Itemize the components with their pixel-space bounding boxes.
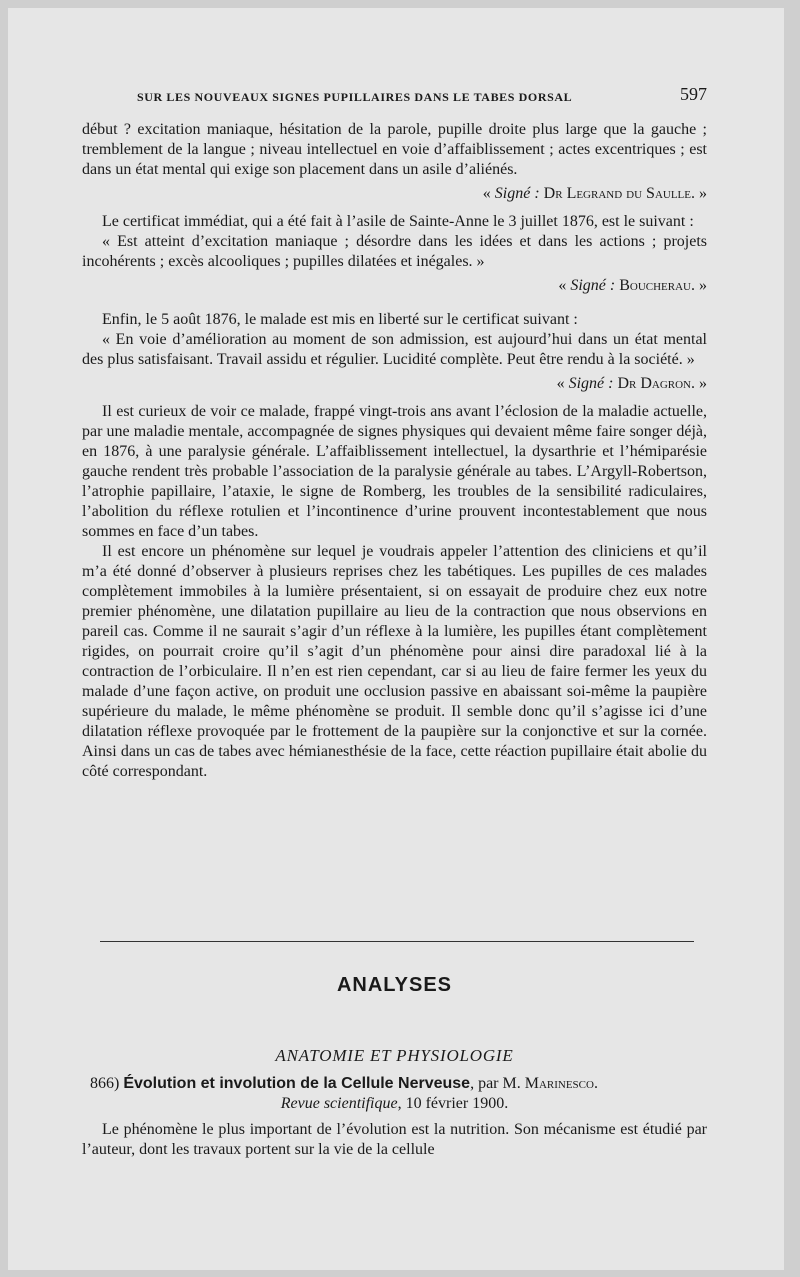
signature-2-prefix: « xyxy=(558,277,571,294)
entry-source xyxy=(82,1094,707,1114)
signature-3 xyxy=(82,374,707,394)
entry-author: Marinesco. xyxy=(524,1075,598,1092)
running-title: SUR LES NOUVEAUX SIGNES PUPILLAIRES DANS LE TABES DORSAL xyxy=(137,90,573,104)
entry-author-prefix: , par M. xyxy=(470,1075,525,1092)
page-number: 597 xyxy=(680,84,707,104)
paragraph-3: « Est atteint d’excitation maniaque ; désordre dans les idées et dans les actions ; projets incohérents ; excès alcooliques ; pupilles dilatées et inégales. » xyxy=(82,233,707,270)
article-body xyxy=(82,120,707,782)
signature-3-label: Signé : xyxy=(568,375,614,392)
entry-abstract: Le phénomène le plus important de l’évolution est la nutrition. Son mécanisme est étudié par l’auteur, dont les travaux portent sur la vie de la cellule xyxy=(82,1121,707,1158)
signature-1-prefix: « xyxy=(482,185,495,202)
signature-1 xyxy=(82,184,707,204)
entry-number: 866) xyxy=(90,1075,120,1092)
signature-2-label: Signé : xyxy=(570,277,616,294)
signature-2-name: Boucherau. » xyxy=(615,277,707,294)
paragraph-5: « En voie d’amélioration au moment de son admission, est aujourd’hui dans un état mental des plus satisfaisant. Travail assidu et régulier. Lucidité complète. Peut être rendu à la société. » xyxy=(82,331,707,368)
signature-3-prefix: « xyxy=(556,375,569,392)
entry-title: Évolution et involution de la Cellule Nerveuse xyxy=(123,1075,471,1092)
analyses-heading: ANALYSES xyxy=(336,974,453,996)
scanned-page xyxy=(8,8,784,1270)
signature-1-label: Signé : xyxy=(494,185,540,202)
analysis-entry xyxy=(90,1074,710,1094)
paragraph-4: Enfin, le 5 août 1876, le malade est mis en liberté sur le certificat suivant : xyxy=(102,311,578,328)
paragraph-1: début ? excitation maniaque, hésitation de la parole, pupille droite plus large que la gauche ; tremblement de la langue ; niveau intellectuel en voie d’affaiblissement ; actes excentriques ; est dans un état mental qui exige son placement dans un asile d’aliénés. xyxy=(82,121,707,178)
signature-3-name: Dr Dagron. » xyxy=(613,375,707,392)
section-divider xyxy=(100,941,694,942)
source-journal: Revue scientifique xyxy=(280,1095,398,1112)
page-header xyxy=(82,84,707,108)
section-heading: ANATOMIE ET PHYSIOLOGIE xyxy=(275,1046,514,1065)
paragraph-2: Le certificat immédiat, qui a été fait à l’asile de Sainte-Anne le 3 juillet 1876, est le suivant : xyxy=(102,213,694,230)
paragraph-6: Il est curieux de voir ce malade, frappé vingt-trois ans avant l’éclosion de la maladie actuelle, par une maladie mentale, accompagnée de signes physiques qui devaient même faire songer déjà, en 1876, à une paralysie générale. L’affaiblissement intellectuel, la dysarthrie et l’hémiparésie gauche rendent très probable l’association de la paralysie générale au tabes. L’Argyll-Robertson, l’atrophie papillaire, l’ataxie, le signe de Romberg, les troubles de la sensibilité radiculaires, l’abolition du réflexe rotulien et l’incontinence d’urine prouvent incontestablement que nous sommes en face d’un tabes. xyxy=(82,403,707,540)
paragraph-7: Il est encore un phénomène sur lequel je voudrais appeler l’attention des cliniciens et qu’il m’a été donné d’observer à plusieurs reprises chez les tabétiques. Les pupilles de ces malades complètement immobiles à la lumière présentaient, si on essayait de produire chez eux notre premier phénomène, une dilatation pupillaire au lieu de la contraction que nous observions en pareil cas. Comme il ne saurait s’agir d’un réflexe à la lumière, les pupilles étant complètement rigides, on pourrait croire qu’il s’agit d’un phénomène pour ainsi dire paradoxal lié à la contraction de l’orbiculaire. Il n’en est rien cependant, car si au lieu de faire fermer les yeux du malade d’une façon active, on produit une occlusion passive en abaissant soi-même la paupière supérieure du malade, le même phénomène se produit. Il semble donc qu’il s’agisse ici d’une dilatation réflexe provoquée par le frottement de la paupière sur la conjonctive et sur la cornée. Ainsi dans un cas de tabes avec hémianesthésie de la face, cette réaction pupillaire était abolie du côté correspondant. xyxy=(82,543,707,780)
source-date: , 10 février 1900. xyxy=(397,1095,509,1112)
signature-2 xyxy=(82,276,707,296)
signature-1-name: Dr Legrand du Saulle. » xyxy=(539,185,707,202)
